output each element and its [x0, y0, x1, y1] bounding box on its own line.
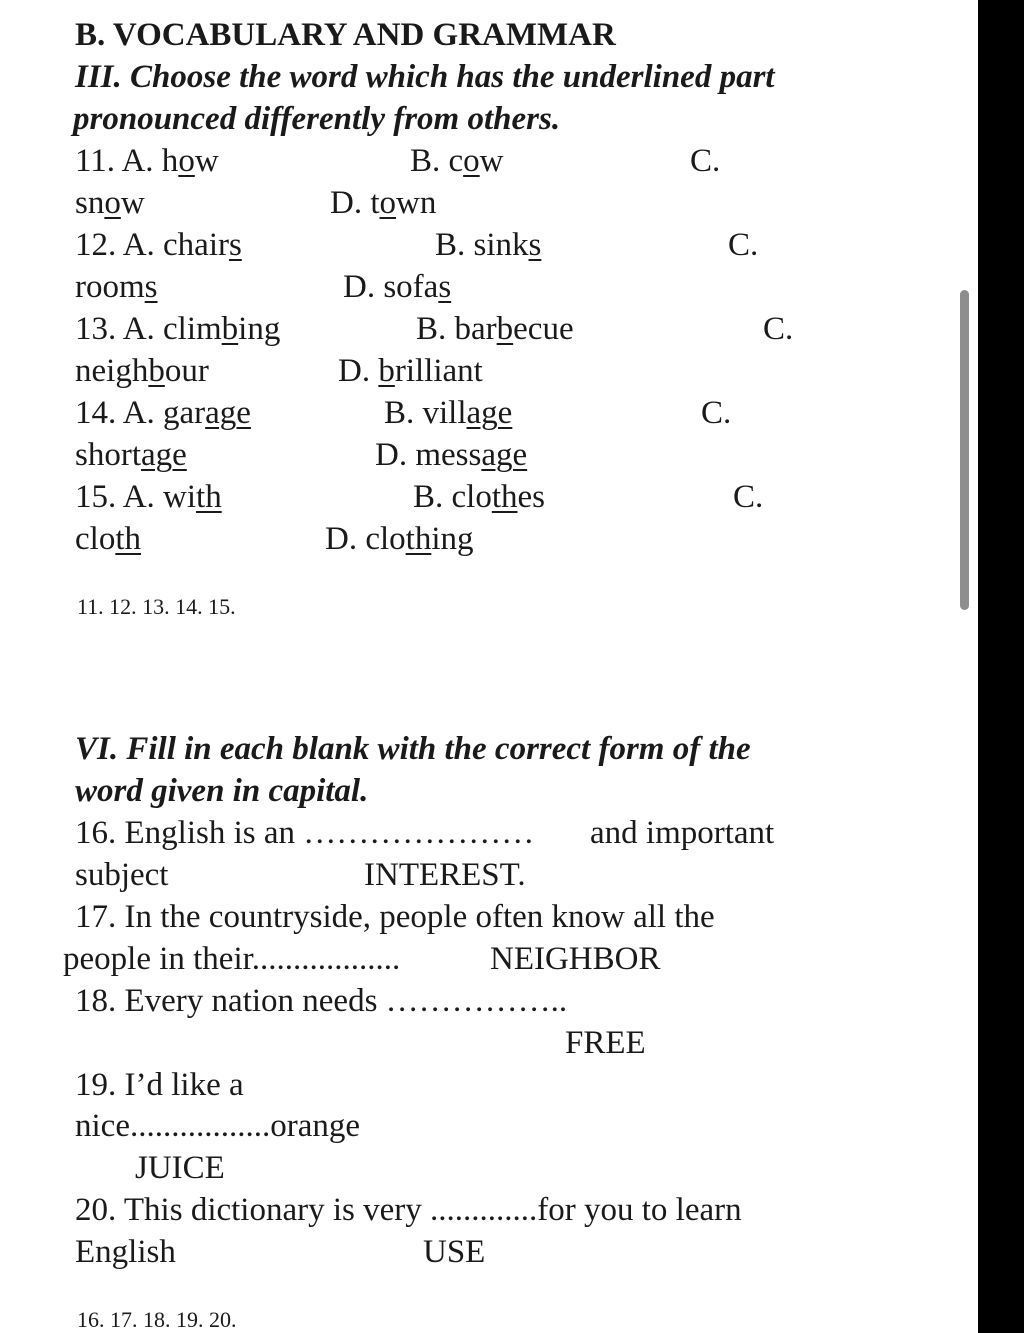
- q16-line1-end: and important: [590, 815, 775, 851]
- q17-line1: 17. In the countryside, people often know all the: [75, 899, 715, 935]
- q11-option-d: D. town: [330, 185, 437, 221]
- q12-option-c: rooms: [75, 269, 158, 305]
- q15-option-b: B. clothes: [413, 479, 545, 515]
- q19-word: JUICE: [135, 1150, 225, 1186]
- q16-line1: 16. English is an …………………: [75, 815, 535, 851]
- q14-option-d: D. message: [375, 437, 528, 473]
- part6-instruction-line1: VI. Fill in each blank with the correct form of the: [75, 731, 751, 767]
- q16-line2: subject: [75, 857, 169, 893]
- q12-option-b: B. sinks: [435, 227, 542, 263]
- part3-answer-line: 11. 12. 13. 14. 15.: [77, 594, 236, 619]
- q15-option-c: cloth: [75, 521, 141, 557]
- q13-option-c-label: C.: [763, 311, 794, 347]
- q14-option-b: B. village: [384, 395, 513, 431]
- q17-word: NEIGHBOR: [490, 941, 661, 977]
- q11-option-c-label: C.: [690, 143, 721, 179]
- q14-option-c-label: C.: [701, 395, 732, 431]
- q15-option-c-label: C.: [733, 479, 764, 515]
- q19-line2: nice.................orange: [75, 1108, 360, 1144]
- q12-option-a: 12. A. chairs: [75, 227, 242, 263]
- q14-option-c: shortage: [75, 437, 187, 473]
- q20-word: USE: [423, 1234, 486, 1270]
- q18-word: FREE: [565, 1025, 646, 1061]
- screen-edge: [978, 0, 1024, 1333]
- q11-option-a: 11. A. how: [75, 143, 219, 179]
- section-heading: B. VOCABULARY AND GRAMMAR: [75, 17, 616, 53]
- q20-line1: 20. This dictionary is very .............for you to learn: [75, 1192, 742, 1228]
- q13-option-a: 13. A. climbing: [75, 311, 281, 347]
- vertical-scrollbar[interactable]: [960, 290, 969, 610]
- q11-option-b: B. cow: [410, 143, 504, 179]
- q19-line1: 19. I’d like a: [75, 1067, 244, 1103]
- q20-line2: English: [75, 1234, 176, 1270]
- q15-option-d: D. clothing: [325, 521, 474, 557]
- part3-instruction-line2: pronounced differently from others.: [73, 101, 561, 137]
- q12-option-c-label: C.: [728, 227, 759, 263]
- part6-instruction-line2: word given in capital.: [75, 773, 369, 809]
- q16-word: INTEREST.: [364, 857, 526, 893]
- q13-option-c: neighbour: [75, 353, 209, 389]
- part6-answer-line: 16. 17. 18. 19. 20.: [77, 1307, 237, 1332]
- q13-option-d: D. brilliant: [338, 353, 483, 389]
- part3-instruction-line1: III. Choose the word which has the underlined part: [75, 59, 775, 95]
- q18-line1: 18. Every nation needs ……………..: [75, 983, 568, 1019]
- q12-option-d: D. sofas: [343, 269, 452, 305]
- q17-line2: people in their..................: [63, 941, 401, 977]
- q14-option-a: 14. A. garage: [75, 395, 251, 431]
- q11-option-c: snow: [75, 185, 145, 221]
- q15-option-a: 15. A. with: [75, 479, 222, 515]
- q13-option-b: B. barbecue: [416, 311, 574, 347]
